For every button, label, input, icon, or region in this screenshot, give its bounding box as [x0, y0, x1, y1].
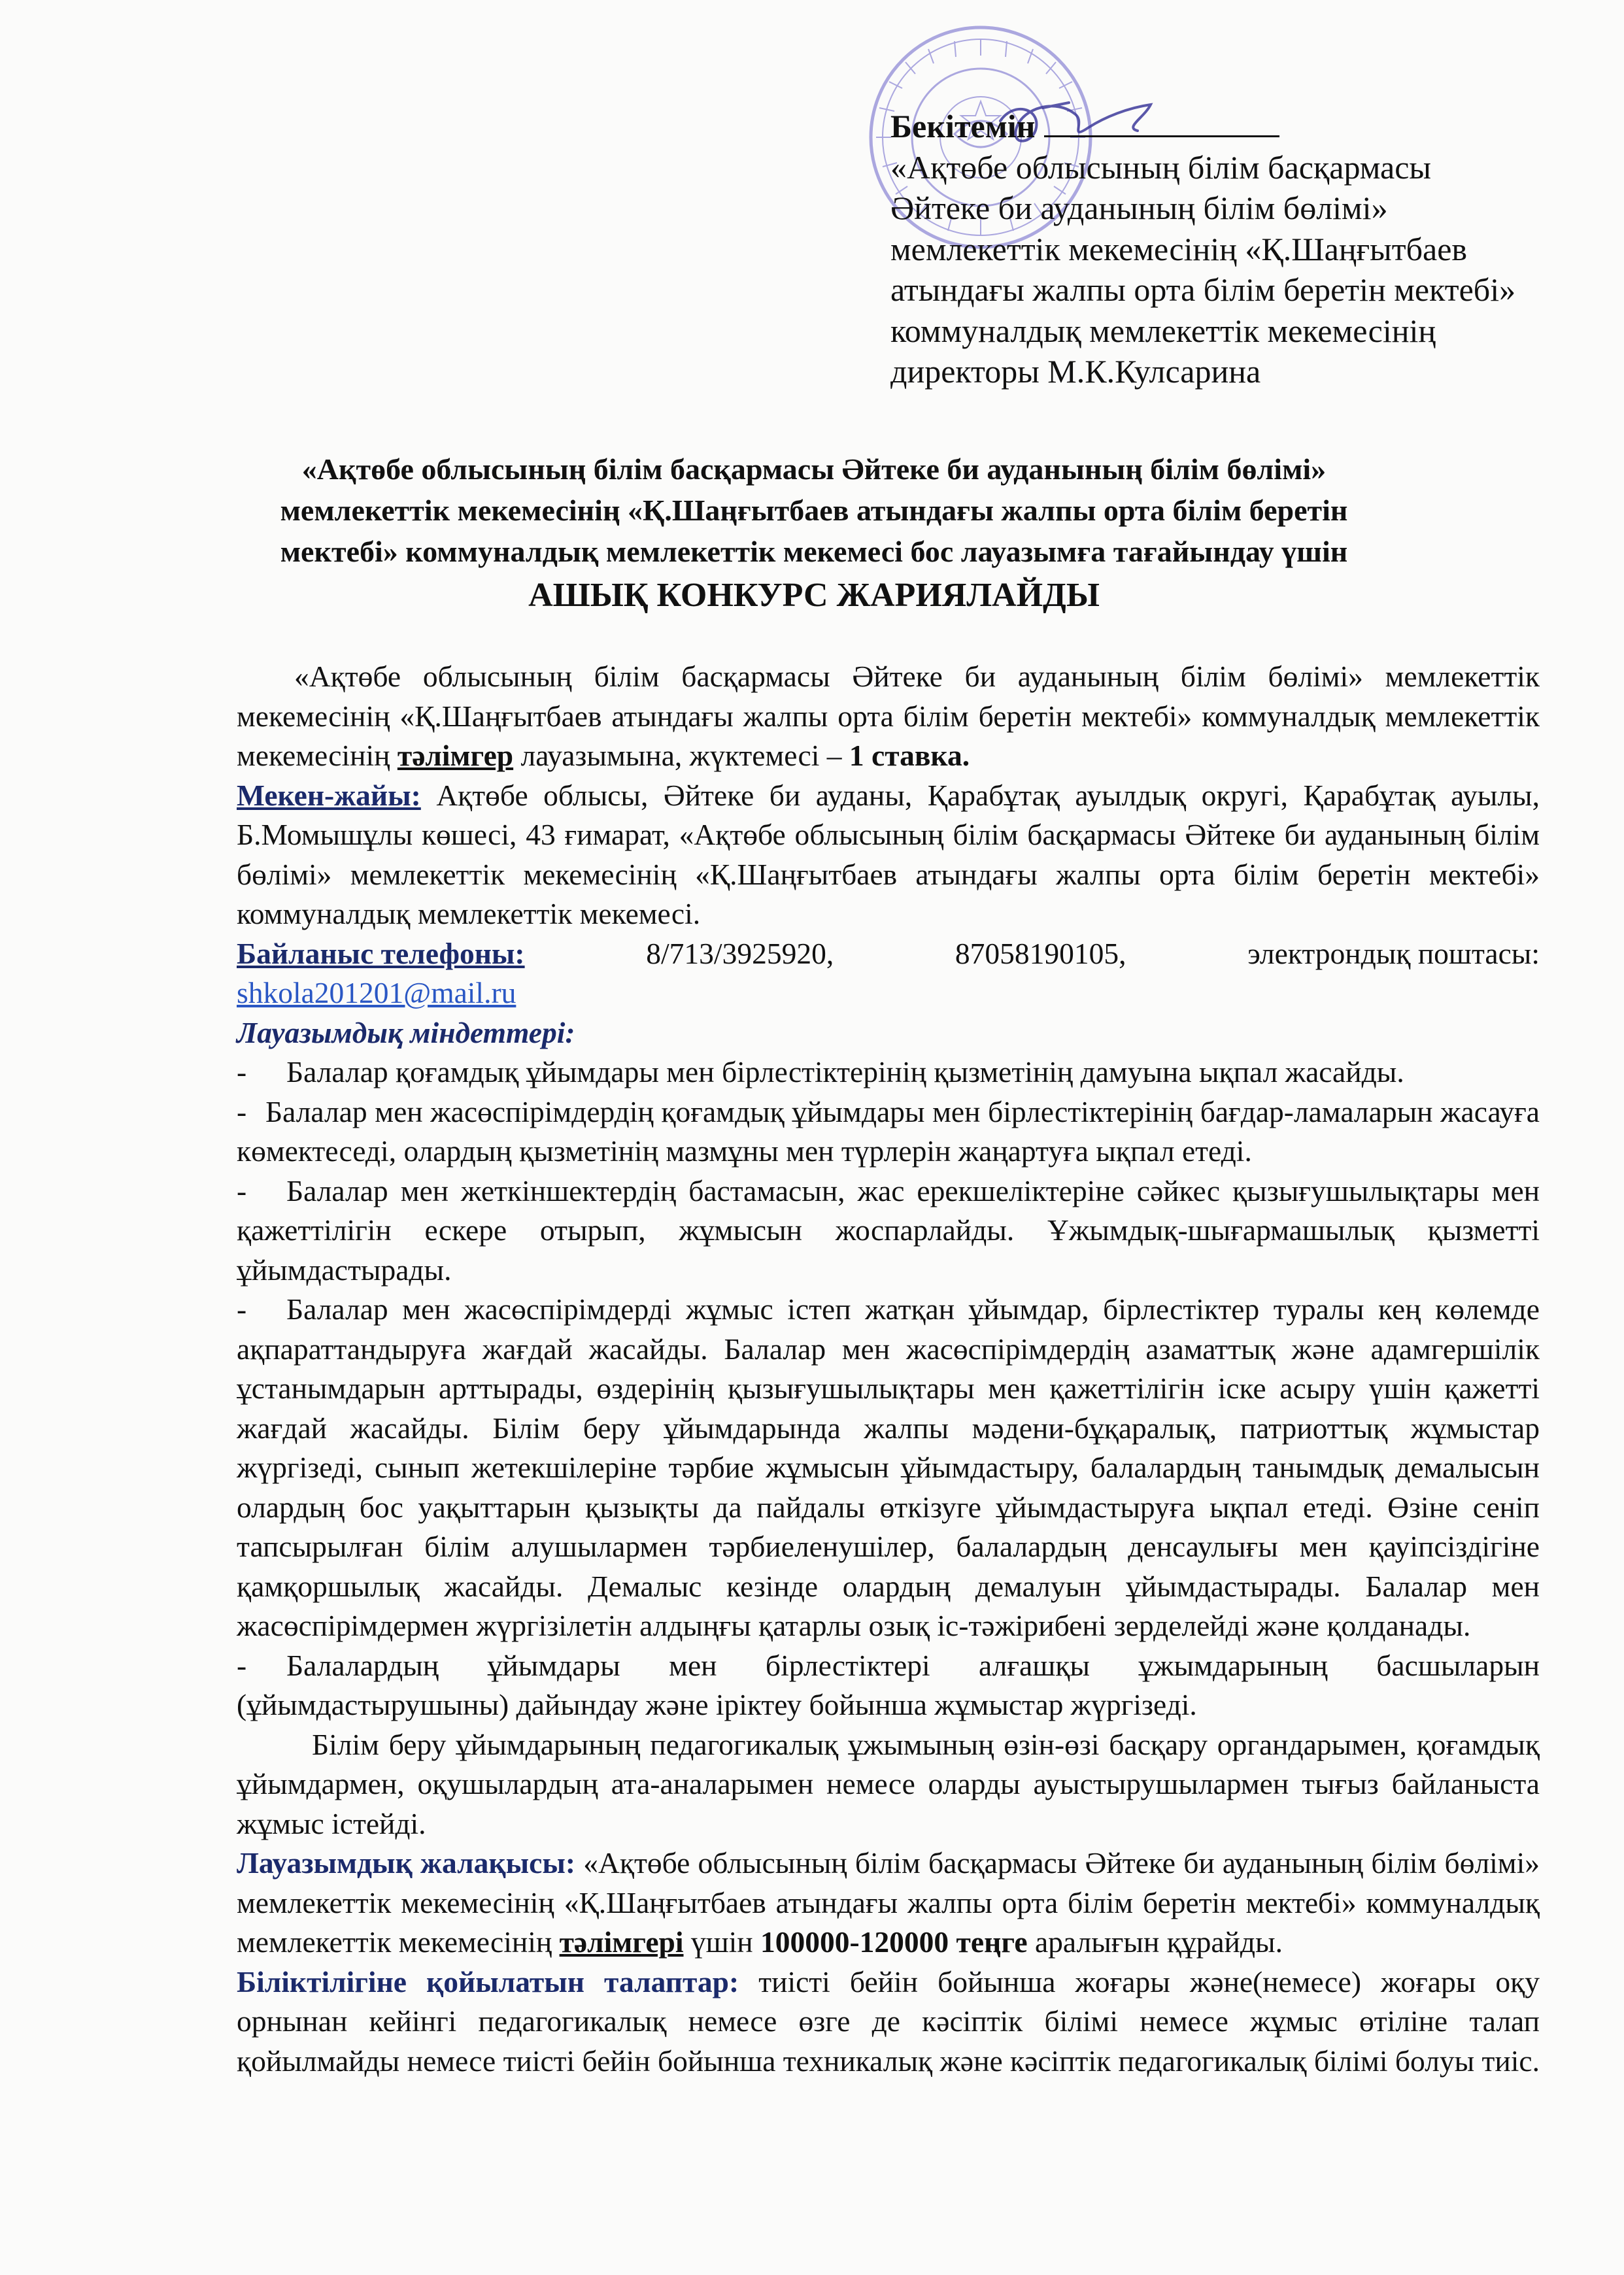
approval-line: мемлекеттік мекемесінің «Қ.Шаңғытбаев: [890, 230, 1468, 267]
announcement-title: [196, 448, 1432, 619]
contact-row: [237, 934, 1540, 974]
duties-closing: Білім беру ұйымдарының педагогикалық ұжымының өзін-өзі басқару органдарымен, қоғамдық ұйымдармен, оқушылардың ата-аналарымен немесе оларды ауыстырушылармен тығыз байланыста жұмыс істейді.: [237, 1727, 1540, 1840]
title-line: мектебі» коммуналдық мемлекеттік мекемесі бос лауазымға тағайындау үшін: [280, 535, 1348, 568]
salary-amount: 100000-120000 теңге: [760, 1925, 1028, 1959]
title-line: «Ақтөбе облысының білім басқармасы Әйтеке би ауданының білім бөлімі»: [301, 452, 1327, 486]
approval-line: директоры М.К.Кулсарина: [890, 353, 1261, 390]
salary-text: «Ақтөбе облысының білім басқармасы Әйтеке би ауданының білім бөлімі» мемлекеттік мекемесінің «Қ.Шаңғытбаев атындағы жалпы орта білім беретін мектебі» коммуналдық мемлекеттік мекемесінің: [237, 1846, 1540, 1959]
duty-item: [237, 1171, 1540, 1290]
duty-text: Балалар мен жеткіншектердің бастамасын, жас ерекшеліктеріне сәйкес қызығушылықтары мен қажеттілігін ескере отырып, жұмысын жоспарлайды. Ұжымдық-шығармашылық қызметті ұйымдастырады.: [237, 1173, 1540, 1287]
approval-line: коммуналдық мемлекеттік мекемесінің: [890, 312, 1436, 349]
dash-marker: -: [237, 1173, 247, 1207]
duty-text: Балалар қоғамдық ұйымдары мен бірлестіктерінің қызметінің дамуына ықпал жасайды.: [286, 1055, 1404, 1088]
workload: 1 ставка.: [849, 739, 970, 772]
intro-text: «Ақтөбе облысының білім басқармасы Әйтеке би ауданының білім бөлімі» мемлекеттік мекемесінің «Қ.Шаңғытбаев атындағы жалпы орта білім беретін мектебі» коммуналдық мемлекеттік мекемесінің: [237, 660, 1540, 772]
salary-position: тәлімгері: [559, 1925, 684, 1959]
duty-item: [237, 1290, 1540, 1646]
contact-label: Байланыс телефоны:: [237, 936, 525, 970]
signature-line: [1044, 107, 1279, 137]
approval-line: атындағы жалпы орта білім беретін мектебі»: [890, 271, 1516, 308]
salary-text-middle: үшін: [683, 1925, 761, 1959]
requirements-paragraph: [237, 1963, 1540, 2081]
intro-paragraph: [237, 657, 1540, 776]
title-main: АШЫҚ КОНКУРС ЖАРИЯЛАЙДЫ: [528, 577, 1100, 614]
address-text: Ақтөбе облысы, Әйтеке би ауданы, Қарабұтақ ауылдық округі, Қарабұтақ ауылы, Б.Момышұлы көшесі, 43 ғимарат, «Ақтөбе облысының білім басқармасы Әйтеке би ауданының білім бөлімі» мемлекеттік мекемесінің «Қ.Шаңғытбаев атындағы жалпы орта білім беретін мектебі» коммуналдық мемлекеттік мекемесі.: [237, 778, 1540, 930]
duty-item: [237, 1646, 1540, 1725]
approval-line: «Ақтөбе облысының білім басқармасы: [890, 148, 1432, 186]
email-label: [1247, 934, 1540, 974]
salary-label: Лауазымдық жалақысы:: [237, 1846, 576, 1879]
approval-block: [890, 106, 1570, 392]
salary-paragraph: [237, 1844, 1540, 1963]
address-paragraph: [237, 776, 1540, 934]
email-label-word: электрондық: [1247, 936, 1411, 970]
announcement-body: [237, 657, 1540, 2081]
email-link[interactable]: shkola201201@mail.ru: [237, 976, 516, 1009]
phone-number: 8/713/3925920,: [646, 936, 834, 970]
dash-marker: -: [237, 1292, 247, 1326]
title-line: мемлекеттік мекемесінің «Қ.Шаңғытбаев атындағы жалпы орта білім беретін: [280, 494, 1348, 527]
address-label: Мекен-жайы:: [237, 778, 421, 812]
approval-heading: Бекітемін: [890, 108, 1036, 144]
intro-text-middle: лауазымына, жүктемесі –: [513, 739, 849, 772]
approval-line: Әйтеке би ауданының білім бөлімі»: [890, 190, 1388, 226]
email-label-word: поштасы:: [1417, 936, 1540, 970]
requirements-text: тиісті бейін бойынша жоғары және(немесе) жоғары оқу орнынан кейінгі педагогикалық немесе өзге де кәсіптік білімі немесе жұмыс өтіліне талап қойылмайды немесе тиісті бейін бойынша техникалық және кәсіптік педагогикалық білімі болуы тиіс.: [237, 1964, 1540, 2078]
duty-item: [237, 1092, 1540, 1171]
duty-text: Балалар мен жасөспірімдерді жұмыс істеп жатқан ұйымдар, бірлестіктер туралы кең көлемде ақпараттандыруға жағдай жасайды. Балалар мен жасөспірімдердің азаматтық және адамгершілік ұстанымдарын арттырады, өздерінің қызығушылықтары мен қажеттілігін іске асыру үшін қажетті жағдай жасайды. Білім беру ұйымдарында жалпы мәдени-бұқаралық, патриоттық жұмыстар жүргізеді, сынып жетекшілеріне тәрбие жұмысын ұйымдастыру, балалардың танымдық демалысын олардың бос уақыттарын қызықты да пайдалы өткізуге ұйымдастыруға ықпал етеді. Өзіне сеніп тапсырылған білім алушылармен тәрбиеленушілер, балалардың денсаулығы мен қауіпсіздігіне қамқоршылық жасайды. Демалыс кезінде олардың демалуын ұйымдастырады. Балалар мен жасөспірімдермен жүргізілетін алдыңғы қатарлы озық іс-тәжірибені зерделейді және қолданады.: [237, 1292, 1540, 1642]
duties-label: Лауазымдық міндеттері:: [237, 1015, 575, 1049]
duty-item: [237, 1053, 1540, 1092]
dash-marker: -: [237, 1648, 247, 1682]
duty-text: Балалар мен жасөспірімдердің қоғамдық ұйымдары мен бірлестіктерінің бағдар-ламаларын жасауға көмектеседі, олардың қызметінің мазмұны мен түрлерін жаңартуға ықпал етеді.: [237, 1094, 1540, 1168]
dash-marker: -: [237, 1094, 247, 1128]
position-name: тәлімгер: [397, 739, 514, 772]
dash-marker: -: [237, 1055, 247, 1088]
salary-text-end: аралығын құрайды.: [1027, 1925, 1283, 1959]
approval-heading-line: [890, 106, 1570, 147]
requirements-label: Біліктілігіне қойылатын талаптар:: [237, 1964, 739, 1998]
mobile-number: 87058190105,: [955, 936, 1126, 970]
duty-text: Балалардың ұйымдары мен бірлестіктері алғашқы ұжымдарының басшыларын (ұйымдастырушыны) дайындау және іріктеу бойынша жұмыстар жүргізеді.: [237, 1648, 1540, 1721]
contact-paragraph: [237, 934, 1540, 1013]
